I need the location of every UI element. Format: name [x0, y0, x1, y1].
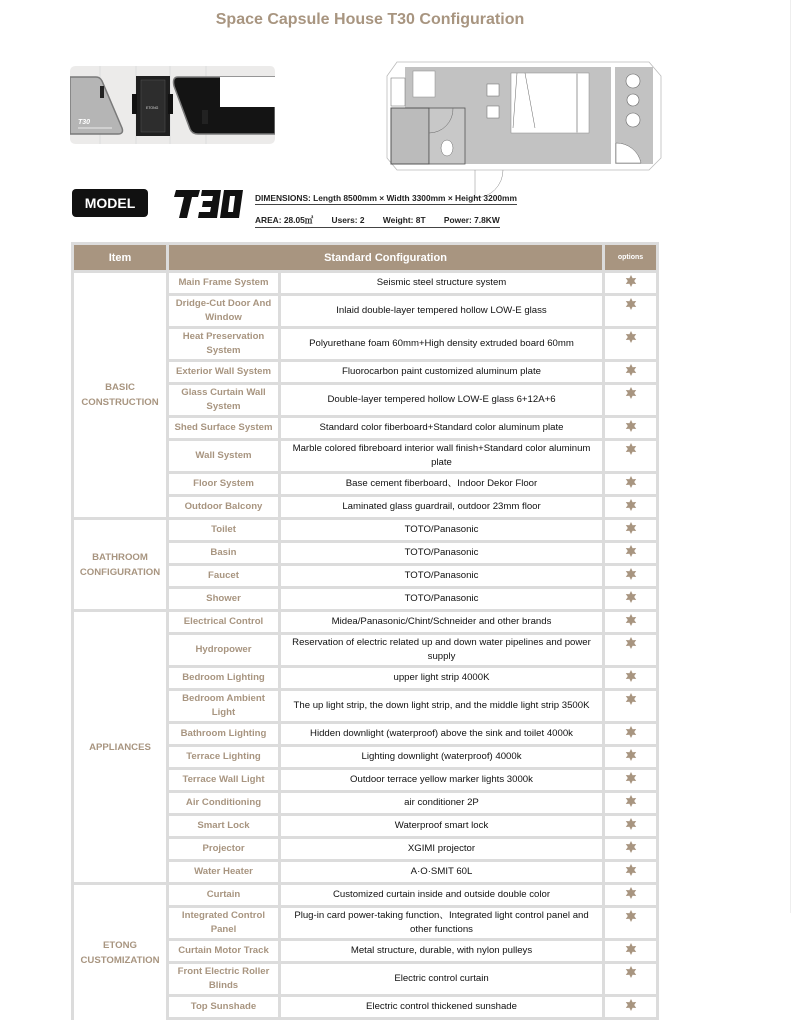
configuration-table — [71, 242, 659, 1020]
config-value: TOTO/Panasonic — [281, 566, 605, 589]
config-value: XGIMI projector — [281, 839, 605, 862]
option-cell — [605, 474, 659, 497]
option-cell — [605, 418, 659, 441]
option-cell — [605, 362, 659, 385]
item-label: Terrace Lighting — [169, 747, 281, 770]
star-icon — [625, 818, 637, 830]
config-value: Hidden downlight (waterproof) above the sink and toilet 4000k — [281, 724, 605, 747]
star-icon — [625, 670, 637, 682]
item-label: Terrace Wall Light — [169, 770, 281, 793]
option-cell — [605, 329, 659, 362]
star-icon — [625, 476, 637, 488]
item-label: Curtain — [169, 885, 281, 908]
item-label: Exterior Wall System — [169, 362, 281, 385]
option-cell — [605, 770, 659, 793]
header-item: Item — [71, 242, 169, 273]
star-icon — [625, 999, 637, 1011]
option-cell — [605, 747, 659, 770]
item-label: Bedroom Lighting — [169, 668, 281, 691]
config-value: Fluorocarbon paint customized aluminum plate — [281, 362, 605, 385]
floor-plan-image — [385, 58, 663, 206]
dimensions-spec: DIMENSIONS: Length 8500mm × Width 3300mm × Height 3200mm — [255, 193, 517, 203]
config-value: Laminated glass guardrail, outdoor 23mm floor — [281, 497, 605, 520]
option-cell — [605, 668, 659, 691]
t30-badge-text: T30 — [78, 119, 91, 126]
item-label: Smart Lock — [169, 816, 281, 839]
star-icon — [625, 943, 637, 955]
star-icon — [625, 545, 637, 557]
option-cell — [605, 296, 659, 329]
item-label: Front Electric Roller Blinds — [169, 964, 281, 997]
star-icon — [625, 637, 637, 649]
item-label: Water Heater — [169, 862, 281, 885]
users-spec: Users: 2 — [331, 215, 365, 225]
star-icon — [625, 499, 637, 511]
table-row — [71, 273, 659, 296]
page-edge-divider — [790, 0, 791, 913]
star-icon — [625, 749, 637, 761]
config-value: TOTO/Panasonic — [281, 589, 605, 612]
config-value: Seismic steel structure system — [281, 273, 605, 296]
option-cell — [605, 724, 659, 747]
item-label: Curtain Motor Track — [169, 941, 281, 964]
config-value: Polyurethane foam 60mm+High density extruded board 60mm — [281, 329, 605, 362]
config-value: Reservation of electric related up and down water pipelines and power supply — [281, 635, 605, 668]
config-value: Marble colored fibreboard interior wall finish+Standard color aluminum plate — [281, 441, 605, 474]
item-label: Floor System — [169, 474, 281, 497]
table-row — [71, 612, 659, 635]
header-options: options — [605, 242, 659, 273]
star-icon — [625, 693, 637, 705]
star-icon — [625, 364, 637, 376]
header-standard-configuration: Standard Configuration — [169, 242, 605, 273]
star-icon — [625, 966, 637, 978]
option-cell — [605, 385, 659, 418]
config-value: Inlaid double-layer tempered hollow LOW-E glass — [281, 296, 605, 329]
star-icon — [625, 420, 637, 432]
item-label: Toilet — [169, 520, 281, 543]
option-cell — [605, 816, 659, 839]
item-label: Wall System — [169, 441, 281, 474]
option-cell — [605, 497, 659, 520]
config-value: Metal structure, durable, with nylon pulleys — [281, 941, 605, 964]
config-value: A·O·SMIT 60L — [281, 862, 605, 885]
config-value: The up light strip, the down light strip, and the middle light strip 3500K — [281, 691, 605, 724]
star-icon — [625, 614, 637, 626]
config-value: Waterproof smart lock — [281, 816, 605, 839]
config-value: Electric control thickened sunshade — [281, 997, 605, 1020]
config-value: air conditioner 2P — [281, 793, 605, 816]
group-label: BASIC CONSTRUCTION — [71, 273, 169, 520]
table-row — [71, 885, 659, 908]
config-value: Double-layer tempered hollow LOW-E glass 6+12A+6 — [281, 385, 605, 418]
option-cell — [605, 566, 659, 589]
item-label: Air Conditioning — [169, 793, 281, 816]
option-cell — [605, 441, 659, 474]
option-cell — [605, 964, 659, 997]
item-label: Dridge-Cut Door And Window — [169, 296, 281, 329]
config-value: Midea/Panasonic/Chint/Schneider and other brands — [281, 612, 605, 635]
star-icon — [625, 772, 637, 784]
specs-line — [255, 214, 500, 228]
power-spec: Power: 7.8KW — [443, 215, 500, 225]
star-icon — [625, 910, 637, 922]
item-label: Bathroom Lighting — [169, 724, 281, 747]
group-label: BATHROOM CONFIGURATION — [71, 520, 169, 612]
item-label: Hydropower — [169, 635, 281, 668]
exterior-render-image — [70, 62, 275, 148]
table-header-row — [71, 242, 659, 273]
page-title: Space Capsule House T30 Configuration — [215, 11, 525, 28]
config-value: Customized curtain inside and outside double color — [281, 885, 605, 908]
option-cell — [605, 862, 659, 885]
config-value: Plug-in card power-taking function、Integrated light control panel and other functions — [281, 908, 605, 941]
star-icon — [625, 443, 637, 455]
t30-logo — [174, 188, 244, 220]
option-cell — [605, 793, 659, 816]
item-label: Heat Preservation System — [169, 329, 281, 362]
star-icon — [625, 568, 637, 580]
config-value: Base cement fiberboard、Indoor Dekor Floor — [281, 474, 605, 497]
config-value: upper light strip 4000K — [281, 668, 605, 691]
option-cell — [605, 543, 659, 566]
star-icon — [625, 591, 637, 603]
star-icon — [625, 331, 637, 343]
star-icon — [625, 841, 637, 853]
etong-door-text: ETONG — [146, 106, 159, 110]
star-icon — [625, 522, 637, 534]
item-label: Shower — [169, 589, 281, 612]
weight-spec: Weight: 8T — [382, 215, 426, 225]
star-icon — [625, 726, 637, 738]
option-cell — [605, 839, 659, 862]
option-cell — [605, 997, 659, 1020]
option-cell — [605, 635, 659, 668]
star-icon — [625, 887, 637, 899]
option-cell — [605, 691, 659, 724]
area-spec: AREA: 28.05㎡ — [255, 215, 314, 225]
config-value: Lighting downlight (waterproof) 4000k — [281, 747, 605, 770]
group-label: ETONG CUSTOMIZATION — [71, 885, 169, 1020]
item-label: Bedroom Ambient Light — [169, 691, 281, 724]
table-row — [71, 520, 659, 543]
star-icon — [625, 298, 637, 310]
item-label: Integrated Control Panel — [169, 908, 281, 941]
item-label: Projector — [169, 839, 281, 862]
item-label: Top Sunshade — [169, 997, 281, 1020]
star-icon — [625, 864, 637, 876]
config-value: Outdoor terrace yellow marker lights 3000k — [281, 770, 605, 793]
config-value: TOTO/Panasonic — [281, 520, 605, 543]
item-label: Faucet — [169, 566, 281, 589]
option-cell — [605, 612, 659, 635]
item-label: Basin — [169, 543, 281, 566]
star-icon — [625, 387, 637, 399]
star-icon — [625, 275, 637, 287]
item-label: Shed Surface System — [169, 418, 281, 441]
config-value: Electric control curtain — [281, 964, 605, 997]
config-value: Standard color fiberboard+Standard color aluminum plate — [281, 418, 605, 441]
item-label: Outdoor Balcony — [169, 497, 281, 520]
option-cell — [605, 520, 659, 543]
item-label: Main Frame System — [169, 273, 281, 296]
config-value: TOTO/Panasonic — [281, 543, 605, 566]
item-label: Electrical Control — [169, 612, 281, 635]
option-cell — [605, 273, 659, 296]
item-label: Glass Curtain Wall System — [169, 385, 281, 418]
model-badge: MODEL — [72, 189, 148, 217]
star-icon — [625, 795, 637, 807]
option-cell — [605, 941, 659, 964]
option-cell — [605, 589, 659, 612]
group-label: APPLIANCES — [71, 612, 169, 885]
option-cell — [605, 885, 659, 908]
